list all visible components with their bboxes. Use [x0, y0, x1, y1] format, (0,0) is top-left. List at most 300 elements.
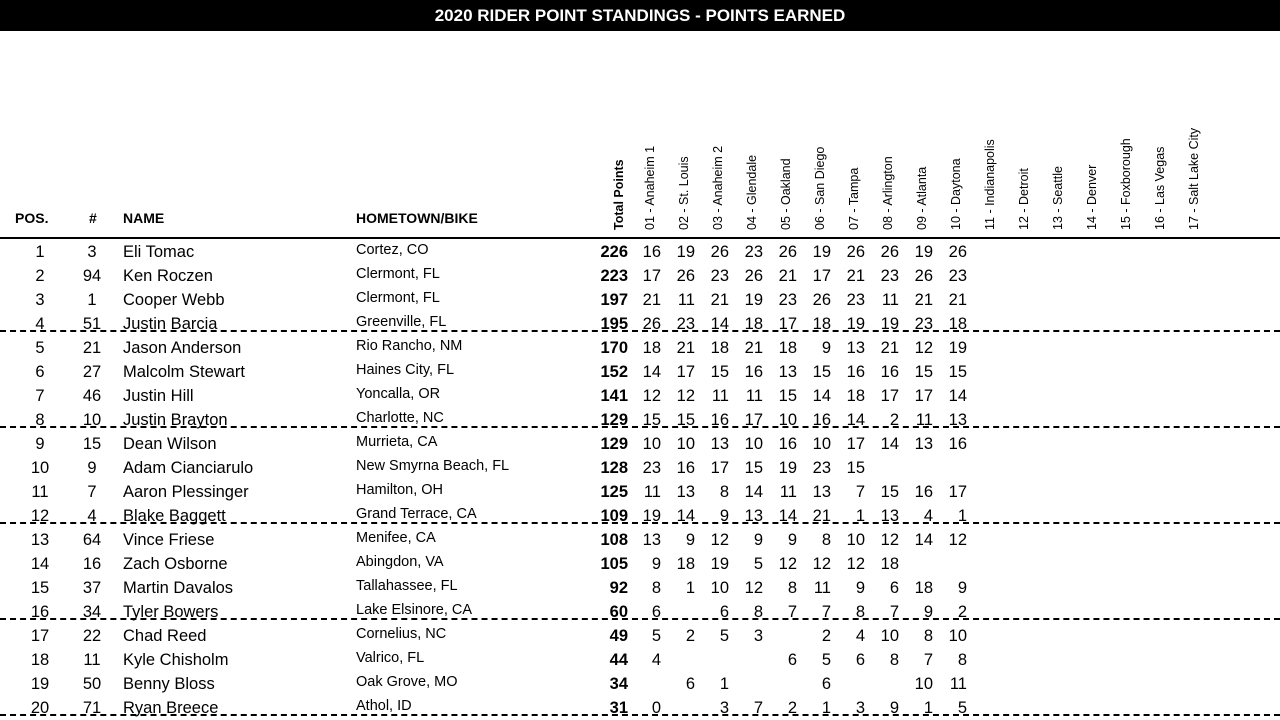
number-cell: 22 — [82, 627, 102, 645]
round-points-cell: 12 — [880, 531, 899, 549]
total-points-cell: 108 — [600, 531, 628, 549]
position-cell: 17 — [30, 627, 50, 645]
round-points-cell: 5 — [821, 651, 831, 669]
number-cell: 50 — [82, 675, 102, 693]
round-points-cell: 2 — [821, 627, 831, 645]
group-divider — [0, 330, 1280, 332]
round-points-cell: 3 — [719, 699, 729, 717]
rider-name-cell: Blake Baggett — [123, 507, 226, 525]
round-points-cell: 19 — [948, 339, 967, 357]
round-points-cell: 2 — [957, 603, 967, 621]
round-points-cell: 12 — [846, 555, 865, 573]
round-points-cell: 11 — [881, 291, 899, 309]
round-points-cell: 21 — [710, 291, 729, 309]
round-points-cell: 17 — [642, 267, 661, 285]
round-points-cell: 10 — [948, 627, 967, 645]
round-header: 05 - Oakland — [779, 158, 793, 230]
round-points-cell: 6 — [855, 651, 865, 669]
total-points-cell: 105 — [600, 555, 628, 573]
round-points-cell: 14 — [948, 387, 967, 405]
round-points-cell: 7 — [889, 603, 899, 621]
round-points-cell: 18 — [778, 339, 797, 357]
position-cell: 8 — [35, 411, 45, 429]
round-points-cell: 5 — [651, 627, 661, 645]
number-cell: 15 — [82, 435, 102, 453]
round-header: 12 - Detroit — [1017, 168, 1031, 230]
position-cell: 10 — [30, 459, 50, 477]
round-points-cell: 1 — [821, 699, 831, 717]
number-cell: 27 — [82, 363, 102, 381]
round-points-cell: 16 — [812, 411, 831, 429]
round-points-cell: 2 — [787, 699, 797, 717]
round-points-cell: 9 — [855, 579, 865, 597]
round-points-cell: 8 — [855, 603, 865, 621]
hometown-cell: Murrieta, CA — [356, 434, 438, 450]
round-header: 13 - Seattle — [1051, 166, 1065, 230]
round-points-cell: 11 — [643, 483, 661, 501]
round-points-cell: 10 — [642, 435, 661, 453]
position-cell: 5 — [35, 339, 45, 357]
hometown-cell: Charlotte, NC — [356, 410, 444, 426]
rider-name-cell: Ryan Breece — [123, 699, 219, 717]
total-points-cell: 223 — [600, 267, 628, 285]
round-points-cell: 6 — [685, 675, 695, 693]
rider-name-cell: Eli Tomac — [123, 243, 195, 261]
total-points-cell: 128 — [600, 459, 628, 477]
position-cell: 20 — [30, 699, 50, 717]
round-points-cell: 8 — [753, 603, 763, 621]
round-points-cell: 13 — [846, 339, 865, 357]
round-points-cell: 19 — [914, 243, 933, 261]
round-points-cell: 13 — [778, 363, 797, 381]
round-points-cell: 18 — [914, 579, 933, 597]
round-points-cell: 19 — [710, 555, 729, 573]
round-points-cell: 6 — [821, 675, 831, 693]
hometown-cell: Haines City, FL — [356, 362, 455, 378]
round-points-cell: 13 — [676, 483, 695, 501]
number-cell: 71 — [82, 699, 102, 717]
round-points-cell: 1 — [923, 699, 933, 717]
round-points-cell: 21 — [846, 267, 865, 285]
position-cell: 3 — [35, 291, 45, 309]
round-points-cell: 13 — [914, 435, 933, 453]
position-cell: 19 — [30, 675, 50, 693]
round-points-cell: 9 — [651, 555, 661, 573]
round-points-cell: 5 — [957, 699, 967, 717]
round-points-cell: 13 — [948, 411, 967, 429]
round-points-cell: 13 — [710, 435, 729, 453]
table-row — [0, 408, 1280, 432]
page-title: 2020 RIDER POINT STANDINGS - POINTS EARNED — [0, 0, 1280, 31]
position-cell: 2 — [35, 267, 45, 285]
table-row — [0, 240, 1280, 264]
pos-header: POS. — [15, 210, 49, 226]
round-points-cell: 8 — [719, 483, 729, 501]
round-points-cell: 4 — [651, 651, 661, 669]
round-points-cell: 3 — [753, 627, 763, 645]
round-points-cell: 12 — [812, 555, 831, 573]
table-row — [0, 696, 1280, 720]
round-points-cell: 7 — [821, 603, 831, 621]
round-points-cell: 21 — [744, 339, 763, 357]
round-points-cell: 7 — [787, 603, 797, 621]
header-rule — [0, 237, 1280, 239]
round-header: 14 - Denver — [1085, 164, 1099, 230]
round-header: 06 - San Diego — [813, 146, 827, 230]
round-points-cell: 9 — [889, 699, 899, 717]
number-cell: 94 — [82, 267, 102, 285]
position-cell: 12 — [30, 507, 50, 525]
round-points-cell: 19 — [744, 291, 763, 309]
number-cell: 9 — [87, 459, 97, 477]
rider-name-cell: Malcolm Stewart — [123, 363, 245, 381]
round-points-cell: 12 — [642, 387, 661, 405]
round-points-cell: 23 — [948, 267, 967, 285]
round-points-cell: 14 — [642, 363, 661, 381]
rider-name-cell: Vince Friese — [123, 531, 215, 549]
rider-name-cell: Justin Brayton — [123, 411, 228, 429]
hometown-cell: Clermont, FL — [356, 266, 440, 282]
hometown-cell: Clermont, FL — [356, 290, 440, 306]
round-points-cell: 26 — [676, 267, 695, 285]
total-points-cell: 129 — [600, 435, 628, 453]
round-points-cell: 8 — [889, 651, 899, 669]
total-points-cell: 195 — [600, 315, 628, 333]
round-points-cell: 3 — [855, 699, 865, 717]
round-points-cell: 26 — [710, 243, 729, 261]
number-cell: 1 — [87, 291, 97, 309]
round-points-cell: 9 — [787, 531, 797, 549]
number-cell: 46 — [82, 387, 102, 405]
hometown-cell: Cortez, CO — [356, 242, 429, 258]
total-points-cell: 44 — [609, 651, 628, 669]
round-points-cell: 6 — [651, 603, 661, 621]
round-header: 16 - Las Vegas — [1153, 146, 1167, 230]
number-cell: 7 — [87, 483, 97, 501]
round-header: 09 - Atlanta — [915, 166, 929, 230]
number-cell: 21 — [82, 339, 102, 357]
round-points-cell: 8 — [651, 579, 661, 597]
round-points-cell: 13 — [812, 483, 831, 501]
position-cell: 9 — [35, 435, 45, 453]
hometown-cell: Grand Terrace, CA — [356, 506, 477, 522]
position-cell: 14 — [30, 555, 50, 573]
round-points-cell: 19 — [880, 315, 899, 333]
table-row — [0, 360, 1280, 384]
round-header: 07 - Tampa — [847, 167, 861, 230]
position-cell: 15 — [30, 579, 50, 597]
hometown-cell: Rio Rancho, NM — [356, 338, 463, 354]
total-points-cell: 109 — [600, 507, 628, 525]
round-points-cell: 23 — [710, 267, 729, 285]
round-points-cell: 14 — [812, 387, 831, 405]
round-header: 08 - Arlington — [881, 156, 895, 230]
total-points-cell: 152 — [600, 363, 628, 381]
round-points-cell: 11 — [677, 291, 695, 309]
round-points-cell: 17 — [744, 411, 763, 429]
round-points-cell: 14 — [676, 507, 695, 525]
table-row — [0, 312, 1280, 336]
rider-name-cell: Zach Osborne — [123, 555, 228, 573]
round-points-cell: 12 — [948, 531, 967, 549]
number-cell: 34 — [82, 603, 102, 621]
table-row — [0, 648, 1280, 672]
round-points-cell: 16 — [744, 363, 763, 381]
round-points-cell: 12 — [914, 339, 933, 357]
table-row — [0, 384, 1280, 408]
round-points-cell: 15 — [846, 459, 865, 477]
round-points-cell: 16 — [642, 243, 661, 261]
rider-name-cell: Kyle Chisholm — [123, 651, 229, 669]
round-points-cell: 19 — [676, 243, 695, 261]
total-points-cell: 125 — [600, 483, 628, 501]
hometown-cell: Abingdon, VA — [356, 554, 444, 570]
number-cell: 51 — [82, 315, 102, 333]
hometown-cell: Athol, ID — [356, 698, 412, 714]
round-points-cell: 17 — [676, 363, 695, 381]
round-points-cell: 16 — [778, 435, 797, 453]
round-points-cell: 15 — [778, 387, 797, 405]
round-header: 15 - Foxborough — [1119, 138, 1133, 230]
round-header: 02 - St. Louis — [677, 156, 691, 230]
hometown-cell: Tallahassee, FL — [356, 578, 458, 594]
round-points-cell: 1 — [855, 507, 865, 525]
round-points-cell: 11 — [745, 387, 763, 405]
round-points-cell: 23 — [846, 291, 865, 309]
round-points-cell: 19 — [642, 507, 661, 525]
group-divider — [0, 714, 1280, 716]
round-points-cell: 11 — [711, 387, 729, 405]
round-points-cell: 18 — [676, 555, 695, 573]
round-points-cell: 2 — [889, 411, 899, 429]
position-cell: 7 — [35, 387, 45, 405]
rider-name-cell: Adam Cianciarulo — [123, 459, 254, 477]
group-divider — [0, 618, 1280, 620]
round-points-cell: 21 — [778, 267, 797, 285]
position-cell: 4 — [35, 315, 45, 333]
round-points-cell: 11 — [949, 675, 967, 693]
rider-name-cell: Chad Reed — [123, 627, 207, 645]
number-cell: 64 — [82, 531, 102, 549]
round-points-cell: 8 — [821, 531, 831, 549]
table-row — [0, 528, 1280, 552]
position-cell: 1 — [35, 243, 45, 261]
round-points-cell: 6 — [719, 603, 729, 621]
round-points-cell: 15 — [948, 363, 967, 381]
round-points-cell: 15 — [880, 483, 899, 501]
round-header: 01 - Anaheim 1 — [643, 145, 657, 230]
round-points-cell: 23 — [642, 459, 661, 477]
round-points-cell: 16 — [846, 363, 865, 381]
total-points-cell: 226 — [600, 243, 628, 261]
table-row — [0, 672, 1280, 696]
round-points-cell: 10 — [676, 435, 695, 453]
round-points-cell: 17 — [880, 387, 899, 405]
round-points-cell: 10 — [778, 411, 797, 429]
round-points-cell: 7 — [855, 483, 865, 501]
group-divider — [0, 426, 1280, 428]
table-row — [0, 264, 1280, 288]
round-points-cell: 18 — [812, 315, 831, 333]
hometown-cell: Cornelius, NC — [356, 626, 447, 642]
round-points-cell: 4 — [923, 507, 933, 525]
total-points-header: Total Points — [612, 159, 626, 230]
round-points-cell: 4 — [855, 627, 865, 645]
rider-name-cell: Justin Barcia — [123, 315, 218, 333]
round-points-cell: 26 — [744, 267, 763, 285]
group-divider — [0, 522, 1280, 524]
round-points-cell: 10 — [880, 627, 899, 645]
total-points-cell: 197 — [600, 291, 628, 309]
round-points-cell: 21 — [948, 291, 967, 309]
round-points-cell: 18 — [948, 315, 967, 333]
round-points-cell: 17 — [812, 267, 831, 285]
round-points-cell: 17 — [846, 435, 865, 453]
position-cell: 6 — [35, 363, 45, 381]
round-points-cell: 15 — [676, 411, 695, 429]
round-points-cell: 12 — [744, 579, 763, 597]
round-header: 03 - Anaheim 2 — [711, 145, 725, 230]
num-header: # — [89, 210, 97, 226]
round-points-cell: 10 — [914, 675, 933, 693]
round-points-cell: 15 — [744, 459, 763, 477]
rider-name-cell: Justin Hill — [123, 387, 194, 405]
round-points-cell: 7 — [923, 651, 933, 669]
round-points-cell: 17 — [778, 315, 797, 333]
rider-name-cell: Benny Bloss — [123, 675, 215, 693]
round-points-cell: 9 — [923, 603, 933, 621]
hometown-cell: Oak Grove, MO — [356, 674, 458, 690]
round-points-cell: 12 — [710, 531, 729, 549]
round-points-cell: 10 — [846, 531, 865, 549]
total-points-cell: 92 — [609, 579, 628, 597]
round-points-cell: 1 — [957, 507, 967, 525]
round-points-cell: 16 — [880, 363, 899, 381]
table-row — [0, 576, 1280, 600]
hometown-cell: Hamilton, OH — [356, 482, 444, 498]
round-header: 10 - Daytona — [949, 158, 963, 230]
round-points-cell: 23 — [676, 315, 695, 333]
round-points-cell: 23 — [744, 243, 763, 261]
round-points-cell: 13 — [744, 507, 763, 525]
round-header: 11 - Indianapolis — [983, 139, 997, 230]
table-row — [0, 480, 1280, 504]
hometown-cell: Valrico, FL — [356, 650, 425, 666]
round-header: 17 - Salt Lake City — [1187, 127, 1201, 230]
round-points-cell: 17 — [710, 459, 729, 477]
round-points-cell: 18 — [710, 339, 729, 357]
table-row — [0, 600, 1280, 624]
round-points-cell: 7 — [753, 699, 763, 717]
round-points-cell: 9 — [821, 339, 831, 357]
hometown-cell: Yoncalla, OR — [356, 386, 441, 402]
number-cell: 3 — [87, 243, 97, 261]
round-points-cell: 10 — [744, 435, 763, 453]
round-points-cell: 11 — [915, 411, 933, 429]
round-points-cell: 9 — [719, 507, 729, 525]
round-points-cell: 11 — [779, 483, 797, 501]
round-points-cell: 16 — [948, 435, 967, 453]
rider-name-cell: Tyler Bowers — [123, 603, 219, 621]
round-points-cell: 8 — [787, 579, 797, 597]
table-row — [0, 624, 1280, 648]
round-points-cell: 18 — [880, 555, 899, 573]
round-points-cell: 19 — [778, 459, 797, 477]
round-header: 04 - Glendale — [745, 154, 759, 230]
round-points-cell: 14 — [744, 483, 763, 501]
round-points-cell: 13 — [642, 531, 661, 549]
round-points-cell: 15 — [812, 363, 831, 381]
round-points-cell: 5 — [753, 555, 763, 573]
round-points-cell: 23 — [778, 291, 797, 309]
round-points-cell: 17 — [948, 483, 967, 501]
round-points-cell: 14 — [778, 507, 797, 525]
round-points-cell: 19 — [812, 243, 831, 261]
number-cell: 10 — [82, 411, 102, 429]
rider-name-cell: Jason Anderson — [123, 339, 242, 357]
round-points-cell: 1 — [685, 579, 695, 597]
round-points-cell: 17 — [914, 387, 933, 405]
round-points-cell: 14 — [880, 435, 899, 453]
round-points-cell: 23 — [812, 459, 831, 477]
total-points-cell: 60 — [609, 603, 628, 621]
table-row — [0, 288, 1280, 312]
round-points-cell: 21 — [880, 339, 899, 357]
hometown-cell: New Smyrna Beach, FL — [356, 458, 510, 474]
table-row — [0, 552, 1280, 576]
round-points-cell: 12 — [676, 387, 695, 405]
round-points-cell: 26 — [642, 315, 661, 333]
round-points-cell: 9 — [753, 531, 763, 549]
round-points-cell: 16 — [914, 483, 933, 501]
round-points-cell: 21 — [676, 339, 695, 357]
position-cell: 13 — [30, 531, 50, 549]
round-points-cell: 1 — [719, 675, 729, 693]
number-cell: 37 — [82, 579, 102, 597]
name-header: NAME — [123, 210, 165, 226]
round-points-cell: 5 — [719, 627, 729, 645]
rider-name-cell: Aaron Plessinger — [123, 483, 249, 501]
round-points-cell: 10 — [710, 579, 729, 597]
round-points-cell: 26 — [846, 243, 865, 261]
round-points-cell: 26 — [914, 267, 933, 285]
total-points-cell: 129 — [600, 411, 628, 429]
rider-name-cell: Dean Wilson — [123, 435, 217, 453]
position-cell: 11 — [31, 483, 49, 501]
table-row — [0, 336, 1280, 360]
round-points-cell: 26 — [948, 243, 967, 261]
round-points-cell: 10 — [812, 435, 831, 453]
round-points-cell: 23 — [914, 315, 933, 333]
round-points-cell: 16 — [676, 459, 695, 477]
hometown-cell: Lake Elsinore, CA — [356, 602, 473, 618]
hometown-cell: Greenville, FL — [356, 314, 447, 330]
total-points-cell: 141 — [600, 387, 628, 405]
rider-name-cell: Ken Roczen — [123, 267, 213, 285]
round-points-cell: 14 — [710, 315, 729, 333]
round-points-cell: 19 — [846, 315, 865, 333]
position-cell: 18 — [30, 651, 50, 669]
table-row — [0, 456, 1280, 480]
round-points-cell: 18 — [642, 339, 661, 357]
round-points-cell: 15 — [642, 411, 661, 429]
round-points-cell: 6 — [787, 651, 797, 669]
round-points-cell: 2 — [685, 627, 695, 645]
round-points-cell: 15 — [914, 363, 933, 381]
round-points-cell: 21 — [914, 291, 933, 309]
total-points-cell: 31 — [609, 699, 628, 717]
position-cell: 16 — [30, 603, 50, 621]
